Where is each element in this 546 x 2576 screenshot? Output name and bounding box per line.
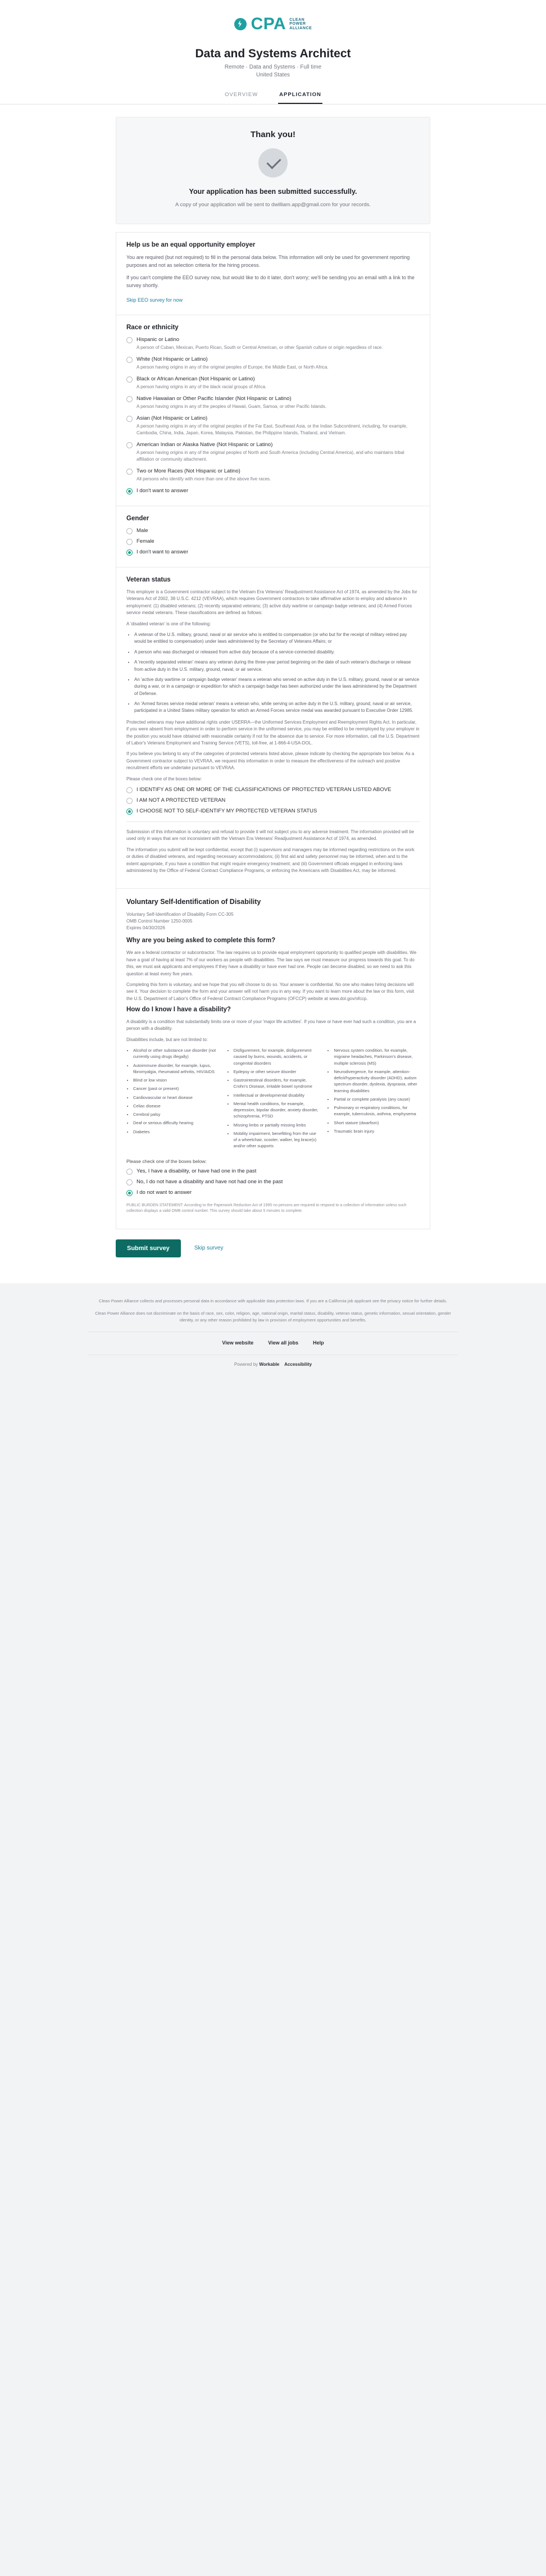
radio-icon[interactable] bbox=[126, 357, 133, 363]
brand-bar bbox=[0, 0, 546, 39]
footer-privacy-text: Clean Power Alliance collects and processes personal data in accordance with applicable data protection laws. If you are a California job applicant see the privacy notice for further details. bbox=[99, 1298, 447, 1303]
omb-control-number: OMB Control Number 1250-0005 bbox=[126, 919, 193, 924]
logo-sub-line-2: POWER bbox=[289, 22, 306, 26]
list-item: • Cerebral palsy bbox=[133, 1111, 219, 1117]
veteran-option-no-self-identify[interactable] bbox=[126, 808, 420, 815]
race-option-desc: A person having origins in any of the black racial groups of Africa. bbox=[136, 384, 267, 389]
race-option-asian[interactable] bbox=[126, 415, 420, 422]
list-item: • Alcohol or other substance use disorder (not currently using drugs illegally) bbox=[133, 1047, 219, 1060]
skip-survey-button[interactable]: Skip survey bbox=[191, 1244, 227, 1252]
radio-icon[interactable] bbox=[126, 469, 133, 475]
list-item: • Mobility impairment, benefitting from the use of a wheelchair, scooter, walker, leg brace(s) and/or other supports bbox=[234, 1130, 320, 1150]
disability-examples bbox=[126, 1047, 420, 1152]
page-footer bbox=[0, 1283, 546, 1385]
veteran-option-not-protected[interactable] bbox=[126, 797, 420, 804]
radio-icon[interactable] bbox=[126, 528, 133, 534]
gender-option-label: I don't want to answer bbox=[136, 549, 189, 555]
race-option-label: I don't want to answer bbox=[136, 488, 189, 494]
race-option-label: Two or More Races (Not Hispanic or Latino) bbox=[136, 468, 240, 474]
gender-title: Gender bbox=[126, 515, 149, 522]
race-option-desc: A person having origins in any of the original peoples of Europe, the Middle East, or North Africa. bbox=[136, 365, 329, 370]
radio-icon-selected[interactable] bbox=[126, 549, 133, 556]
gender-option-label: Female bbox=[136, 538, 154, 544]
why-complete-title: Why are you being asked to complete this form? bbox=[126, 937, 276, 944]
how-know-body: A disability is a condition that substantially limits one or more of your 'major life activities'. If you have or have ever had such a condition, you are a person with a disability. bbox=[126, 1019, 416, 1032]
race-option-label: White (Not Hispanic or Latino) bbox=[136, 356, 208, 362]
race-option-desc: A person having origins in any of the original peoples of North and South America (including Central America), and who maintains tribal affiliation or community attachment. bbox=[136, 450, 404, 462]
veteran-intro: This employer is a Government contractor subject to the Vietnam Era Veterans' Readjustment Assistance Act of 1974, as amended by the Jobs for Veterans Act of 2002, 38 U.S.C. 4212 (VEVRAA), which requires Government contractors to take affirmative action to employ and advance in employment: (1) disabled veterans; (2) recently separated veterans; (3) active duty wartime or campaign badge veterans; and (4) Armed Forces service medal veterans. These classifications are defined as follows: bbox=[126, 589, 417, 616]
accessibility-link[interactable]: Accessibility bbox=[284, 1361, 312, 1367]
race-option-label: American Indian or Alaska Native (Not Hispanic or Latino) bbox=[136, 442, 273, 448]
powered-by-label: Powered by bbox=[234, 1361, 258, 1367]
workable-link[interactable]: Workable bbox=[259, 1361, 280, 1367]
list-item: • Celiac disease bbox=[133, 1103, 219, 1109]
list-item: • Gastrointestinal disorders, for example, Crohn's Disease, irritable bowel syndrome bbox=[234, 1077, 320, 1090]
race-option-label: Black or African American (Not Hispanic or Latino) bbox=[136, 376, 255, 382]
gender-option-female[interactable] bbox=[126, 538, 420, 545]
list-item: • Pulmonary or respiratory conditions, for example, tuberculosis, asthma, emphysema bbox=[334, 1105, 420, 1117]
eeo-body-1: You are required (but not required) to fill in the personal data below. This information will only be used for government reporting purposes and not as selection criteria for the hiring process. bbox=[126, 255, 410, 269]
company-logo[interactable] bbox=[234, 15, 312, 34]
submission-confirmation: Your application has been submitted successfully. bbox=[189, 188, 357, 196]
race-option-black[interactable] bbox=[126, 376, 420, 383]
disability-column-1 bbox=[126, 1047, 219, 1152]
race-option-desc: A person having origins in any of the original peoples of the Far East, Southeast Asia, or the Indian Subcontinent, including, for example, Cambodia, China, India, Japan, Korea, Malaysia, Pakistan, the Philippine Islands, Thailand, and Vietnam. bbox=[136, 424, 408, 435]
veteran-definition-lead: A 'disabled veteran' is one of the following: bbox=[126, 621, 211, 626]
list-item: • Traumatic brain injury bbox=[334, 1128, 420, 1134]
footer-link-view-website[interactable]: View website bbox=[222, 1339, 254, 1346]
submit-survey-button[interactable]: Submit survey bbox=[116, 1239, 181, 1257]
thank-you-title: Thank you! bbox=[250, 130, 295, 139]
race-option-label: Hispanic or Latino bbox=[136, 337, 180, 343]
application-page bbox=[0, 0, 546, 1283]
eeo-title: Help us be an equal opportunity employer bbox=[126, 242, 256, 249]
divider bbox=[126, 821, 420, 822]
list-item: • Mental health conditions, for example, depression, bipolar disorder, anxiety disorder, schizophrenia, PTSD bbox=[234, 1101, 320, 1120]
radio-icon-selected[interactable] bbox=[126, 1190, 133, 1196]
radio-icon[interactable] bbox=[126, 1179, 133, 1185]
veteran-after-note-1: Submission of this information is voluntary and refusal to provide it will not subject you to any adverse treatment. The information provided will be used only in ways that are not inconsistent with the Vietnam Era Veterans' Readjustment Assistance Act of 1974, as amended. bbox=[126, 829, 415, 842]
list-item: • Epilepsy or other seizure disorder bbox=[234, 1069, 320, 1075]
tab-application[interactable]: APPLICATION bbox=[278, 87, 322, 104]
list-item: • Intellectual or developmental disability bbox=[234, 1092, 320, 1098]
list-item: • Neurodivergence, for example, attention-deficit/hyperactivity disorder (ADHD), autism spectrum disorder, dyslexia, dyspraxia, other learning disabilities bbox=[334, 1069, 420, 1094]
tab-bar bbox=[0, 87, 546, 105]
veteran-protected-text: Protected veterans may have additional rights under USERRA—the Uniformed Services Employment and Reemployment Rights Act. In particular, if you were absent from employment in order to perform service in the uniformed service, you may be entitled to be reemployed by your employer in the position you would have obtained with reasonable certainty if not for the absence due to service. For more information, call the U.S. Department of Labor's Veterans Employment and Training Service (VETS), toll-free, at 1-866-4-USA-DOL. bbox=[126, 719, 420, 746]
logo-subtext bbox=[289, 18, 312, 30]
race-option-desc: A person of Cuban, Mexican, Puerto Rican, South or Central American, or other Spanish culture or origin regardless of race. bbox=[136, 345, 383, 350]
disability-checkbox-note: Please check one of the boxes below: bbox=[126, 1158, 207, 1164]
gender-option-no-answer[interactable] bbox=[126, 549, 420, 556]
disability-option-no-answer[interactable] bbox=[126, 1189, 420, 1196]
lightning-bolt-icon bbox=[234, 18, 247, 30]
logo-sub-line-1: CLEAN bbox=[289, 17, 305, 22]
race-option-label: Native Hawaiian or Other Pacific Islander (Not Hispanic or Latino) bbox=[136, 396, 292, 402]
eeo-body-2: If you can't complete the EEO survey now, but would like to do it later, don't worry; we'll be sending you an email with a link to the survey shortly. bbox=[126, 275, 415, 289]
veteran-disclose-text: If you believe you belong to any of the categories of protected veterans listed above, please indicate by checking the appropriate box below. As a Government contractor subject to VEVRAA, we request this information in order to measure the effectiveness of the outreach and positive recruitment efforts we undertake pursuant to VEVRAA. bbox=[126, 751, 415, 771]
thank-you-card bbox=[116, 117, 430, 224]
veteran-option-identify[interactable] bbox=[126, 787, 420, 793]
disability-column-3 bbox=[327, 1047, 420, 1152]
list-item: • Missing limbs or partially missing limbs bbox=[234, 1122, 320, 1128]
disability-include-lead: Disabilities include, but are not limited to: bbox=[126, 1037, 208, 1042]
logo-sub-line-3: ALLIANCE bbox=[289, 26, 312, 30]
race-option-no-answer[interactable] bbox=[126, 488, 420, 494]
footer-links bbox=[88, 1332, 458, 1355]
veteran-option-label: I IDENTIFY AS ONE OR MORE OF THE CLASSIFICATIONS OF PROTECTED VETERAN LISTED ABOVE bbox=[136, 786, 392, 793]
radio-icon[interactable] bbox=[126, 416, 133, 422]
race-option-hispanic[interactable] bbox=[126, 337, 420, 343]
veteran-option-label: I AM NOT A PROTECTED VETERAN bbox=[136, 797, 226, 803]
disability-column-2 bbox=[227, 1047, 320, 1152]
logo-text: CPA bbox=[251, 15, 286, 33]
veteran-section bbox=[116, 567, 430, 889]
veteran-after-note-2: The information you submit will be kept confidential, except that (i) supervisors and managers may be informed regarding restrictions on the work or duties of disabled veterans, and regarding necessary accommodations; (ii) first aid and safety personnel may be informed, when and to the extent appropriate, if you have a condition that might require emergency treatment; and (iii) Government officials engaged in enforcing laws administered by the Office of Federal Contract Compliance Programs, or enforcing the Americans with Disabilities Act, may be informed. bbox=[126, 847, 415, 873]
list-item: • Diabetes bbox=[133, 1129, 219, 1135]
list-item: • A person who was discharged or released from active duty because of a service-connected disability. bbox=[134, 649, 420, 656]
disability-option-label: I do not want to answer bbox=[136, 1189, 192, 1196]
radio-icon[interactable] bbox=[126, 787, 133, 793]
tab-overview[interactable]: OVERVIEW bbox=[225, 92, 258, 98]
disability-option-no[interactable] bbox=[126, 1179, 420, 1185]
disability-title: Voluntary Self-Identification of Disability bbox=[126, 898, 261, 906]
race-section bbox=[116, 315, 430, 506]
gender-option-male[interactable] bbox=[126, 528, 420, 534]
veteran-option-label: I CHOOSE NOT TO SELF-IDENTIFY MY PROTECTED VETERAN STATUS bbox=[136, 807, 317, 814]
main-content bbox=[116, 117, 430, 1283]
race-option-white[interactable] bbox=[126, 356, 420, 363]
radio-icon[interactable] bbox=[126, 337, 133, 343]
radio-icon[interactable] bbox=[126, 442, 133, 448]
radio-icon[interactable] bbox=[126, 376, 133, 383]
radio-icon[interactable] bbox=[126, 798, 133, 804]
list-item: • Deaf or serious difficulty hearing bbox=[133, 1120, 219, 1126]
list-item: • Cardiovascular or heart disease bbox=[133, 1094, 219, 1101]
list-item: • A veteran of the U.S. military, ground, naval or air service who is entitled to compensation (or who but for the receipt of military retired pay would be entitled to compensation) under laws administered by the Secretary of Veterans Affairs; or bbox=[134, 631, 420, 646]
gender-option-label: Male bbox=[136, 528, 148, 534]
footer-nondiscrimination-text: Clean Power Alliance does not discriminate on the basis of race, sex, color, religion, age, national origin, marital status, disability, veteran status, genetic information, sexual orientation, gender identity, or any other reason prohibited by law in provision of employment opportunities and benefits. bbox=[95, 1310, 451, 1323]
disability-form-meta bbox=[126, 911, 420, 932]
public-burden-statement: PUBLIC BURDEN STATEMENT: According to the Paperwork Reduction Act of 1995 no persons are required to respond to a collection of information unless such collection displays a valid OMB control number. This survey should take about 5 minutes to complete. bbox=[126, 1203, 407, 1214]
list-item: • Disfigurement, for example, disfigurement caused by burns, wounds, accidents, or congenital disorders bbox=[234, 1047, 320, 1066]
list-item: • Blind or low vision bbox=[133, 1077, 219, 1083]
race-option-desc: All persons who identify with more than one of the above five races. bbox=[136, 476, 271, 481]
disability-option-label: No, I do not have a disability and have not had one in the past bbox=[136, 1178, 283, 1185]
veteran-title: Veteran status bbox=[126, 576, 171, 583]
eeo-section bbox=[116, 232, 430, 315]
list-item: • An 'active duty wartime or campaign badge veteran' means a veteran who served on active duty in the U.S. military, ground, naval or air service during a war, or in a campaign or expedition for which a campaign badge has been authorized under the laws administered by the Department of Defense. bbox=[134, 676, 420, 697]
powered-by-bar bbox=[88, 1355, 458, 1379]
page-title: Data and Systems Architect bbox=[195, 47, 351, 60]
race-option-two-or-more[interactable] bbox=[126, 468, 420, 475]
list-item: • Cancer (past or present) bbox=[133, 1085, 219, 1092]
list-item: • Partial or complete paralysis (any cause) bbox=[334, 1096, 420, 1102]
skip-eeo-link[interactable]: Skip EEO survey for now bbox=[126, 297, 183, 303]
job-meta: Remote · Data and Systems · Full time bbox=[224, 64, 322, 70]
job-location: United States bbox=[256, 72, 290, 78]
race-option-label: Asian (Not Hispanic or Latino) bbox=[136, 415, 208, 421]
radio-icon[interactable] bbox=[126, 396, 133, 402]
gender-section bbox=[116, 506, 430, 567]
why-complete-body-2: Completing this form is voluntary, and we hope that you will choose to do so. Your answer is confidential. No one who makes hiring decisions will see it. Your decision to complete the form and your answer will not harm you in any way. If you want to learn more about the law or this form, visit the U.S. Department of Labor's Office of Federal Contract Compliance Programs (OFCCP) website at www.dol.gov/ofccp. bbox=[126, 982, 415, 1001]
race-option-hawaiian[interactable] bbox=[126, 396, 420, 402]
list-item: • An 'Armed forces service medal veteran' means a veteran who, while serving on active duty in the U.S. military, ground, naval or air service, participated in a United States military operation for which an Armed Forces service medal was awarded pursuant to Executive Order 12985. bbox=[134, 701, 420, 715]
radio-icon[interactable] bbox=[126, 539, 133, 545]
list-item: • A 'recently separated veteran' means any veteran during the three-year period beginning on the date of such veteran's discharge or release from active duty in the U.S. military, ground, naval, or air service. bbox=[134, 659, 420, 673]
race-title: Race or ethnicity bbox=[126, 324, 179, 331]
veteran-definition-list bbox=[134, 631, 420, 715]
expiry-date: Expires 04/30/2026 bbox=[126, 925, 165, 931]
how-know-title: How do I know I have a disability? bbox=[126, 1006, 231, 1014]
radio-icon-selected[interactable] bbox=[126, 808, 133, 815]
form-actions bbox=[116, 1229, 430, 1261]
disability-option-label: Yes, I have a disability, or have had one in the past bbox=[136, 1167, 257, 1174]
race-option-desc: A person having origins in any of the peoples of Hawaii, Guam, Samoa, or other Pacific Islands. bbox=[136, 404, 326, 409]
list-item: • Nervous system condition, for example, migraine headaches, Parkinson's disease, multiple sclerosis (MS) bbox=[334, 1047, 420, 1066]
radio-icon[interactable] bbox=[126, 1169, 133, 1175]
why-complete-body-1: We are a federal contractor or subcontractor. The law requires us to provide equal employment opportunity to qualified people with disabilities. We have a goal of having at least 7% of our workers as people with disabilities. The law says we must measure our progress towards this goal. To do this, we must ask applicants and employees if they have a disability or have ever had one. People can become disabled, so we need to ask this question at least every five years. bbox=[126, 950, 417, 976]
radio-icon-selected[interactable] bbox=[126, 488, 133, 494]
footer-link-view-all-jobs[interactable]: View all jobs bbox=[268, 1339, 299, 1346]
race-option-native-american[interactable] bbox=[126, 442, 420, 448]
disability-option-yes[interactable] bbox=[126, 1168, 420, 1175]
form-number: Voluntary Self-Identification of Disability Form CC-305 bbox=[126, 912, 234, 917]
list-item: • Short stature (dwarfism) bbox=[334, 1120, 420, 1126]
veteran-checkbox-note: Please check one of the boxes below: bbox=[126, 776, 202, 782]
submission-note: A copy of your application will be sent to dwilliam.app@gmail.com for your records. bbox=[175, 202, 371, 208]
disability-section bbox=[116, 889, 430, 1229]
list-item: • Autoimmune disorder, for example, lupus, fibromyalgia, rheumatoid arthritis, HIV/AIDS bbox=[133, 1062, 219, 1075]
footer-link-help[interactable]: Help bbox=[313, 1339, 324, 1346]
check-circle-icon bbox=[258, 148, 288, 178]
